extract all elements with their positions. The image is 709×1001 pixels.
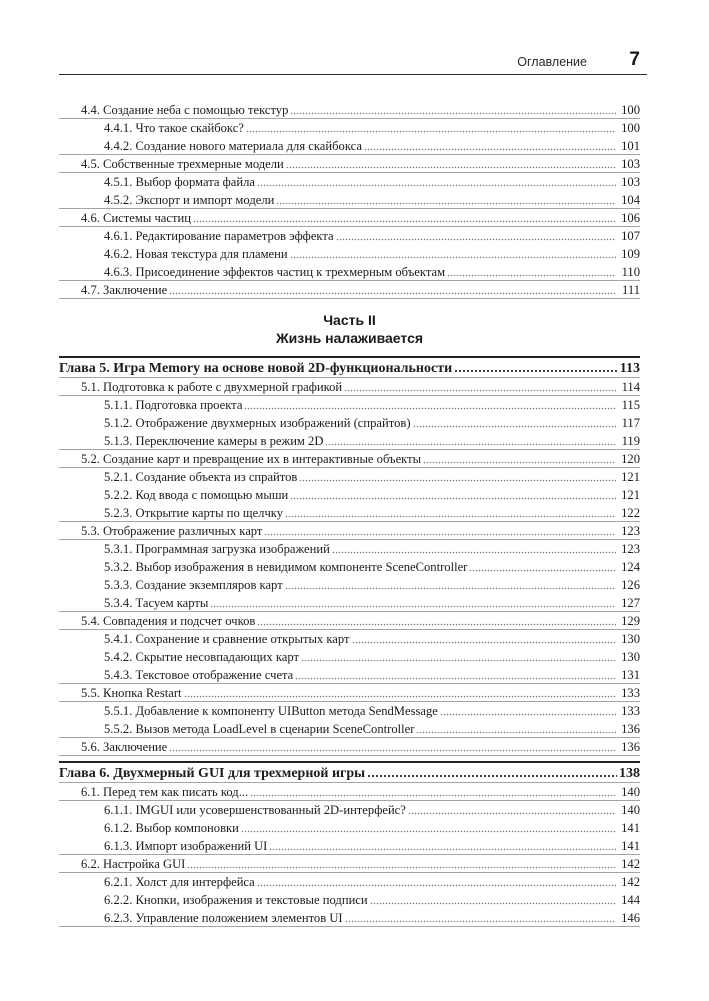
toc-entry-title: 5.4.3. Текстовое отображение счета (104, 668, 294, 682)
dot-leader (241, 827, 616, 833)
toc-entry-page: 144 (621, 893, 640, 907)
toc-section-entry[interactable] (59, 612, 640, 630)
dot-leader (210, 602, 616, 608)
dot-leader (299, 476, 616, 482)
toc-subsection-entry[interactable] (59, 540, 640, 558)
toc-entry-page: 130 (621, 650, 640, 664)
toc-subsection-entry[interactable] (59, 486, 640, 504)
toc-subsection-entry[interactable] (59, 558, 640, 576)
dot-leader (352, 638, 616, 644)
dot-leader (423, 458, 616, 464)
dot-leader (345, 917, 616, 923)
toc-section-entry[interactable] (59, 738, 640, 756)
toc-entry-page: 103 (621, 175, 640, 189)
toc-entry-page: 109 (621, 247, 640, 261)
toc-entry-title: 4.6.3. Присоединение эффектов частиц к трехмерным объектам (104, 265, 446, 279)
toc-entry-title: 5.5.2. Вызов метода LoadLevel в сценарии SceneController (104, 722, 415, 736)
toc-entry-title: 5.3. Отображение различных карт (81, 524, 263, 538)
toc-entry-page: 130 (621, 632, 640, 646)
toc-entry-title: 4.4. Создание неба с помощью текстур (81, 103, 289, 117)
dot-leader (276, 199, 616, 205)
part-label: Часть II (323, 312, 376, 328)
toc-entry-page: 107 (621, 229, 640, 243)
toc-entry-title: 5.2. Создание карт и превращение их в интерактивные объекты (81, 452, 422, 466)
toc-entry-page: 120 (621, 452, 640, 466)
toc-entry-page: 123 (621, 542, 640, 556)
toc-entry-page: 142 (621, 875, 640, 889)
dot-leader (454, 367, 618, 373)
toc-entry-page: 121 (621, 488, 640, 502)
toc-entry-page: 119 (621, 434, 640, 448)
dot-leader (285, 512, 616, 518)
toc-subsection-entry[interactable] (59, 227, 640, 245)
toc-entry-title: 4.7. Заключение (81, 283, 168, 297)
toc-entry-page: 136 (621, 722, 640, 736)
toc-section-entry[interactable] (59, 209, 640, 227)
toc-entry-page: 111 (622, 283, 640, 297)
dot-leader (257, 181, 616, 187)
toc-entry-title: 6.2.2. Кнопки, изображения и текстовые подписи (104, 893, 368, 907)
toc-entry-title: 5.5. Кнопка Restart (81, 686, 182, 700)
toc-subsection-entry[interactable] (59, 720, 640, 738)
toc-entry-title: 5.1.3. Переключение камеры в режим 2D (104, 434, 324, 448)
toc-entry-title: 6.1.3. Импорт изображений UI (104, 839, 268, 853)
toc-entry-page: 142 (621, 857, 640, 871)
toc-entry-page: 115 (621, 398, 640, 412)
toc-entry-page: 121 (621, 470, 640, 484)
toc-section-entry[interactable] (59, 281, 640, 299)
toc-entry-title: 4.4.1. Что такое скайбокс? (104, 121, 244, 135)
chapter5-entries (59, 378, 640, 756)
toc-entry-page: 129 (621, 614, 640, 628)
dot-leader (184, 692, 616, 698)
toc-subsection-entry[interactable] (59, 576, 640, 594)
toc-section-entry[interactable] (59, 450, 640, 468)
toc-entry-page: 122 (621, 506, 640, 520)
toc-entry-page: 110 (621, 265, 640, 279)
chapter-page: 113 (619, 361, 640, 376)
toc-entry-title: 5.1. Подготовка к работе с двухмерной графикой (81, 380, 343, 394)
toc-section-chapter4 (59, 101, 640, 299)
toc-entry-page: 123 (621, 524, 640, 538)
dot-leader (246, 127, 616, 133)
toc-subsection-entry[interactable] (59, 396, 640, 414)
dot-leader (169, 289, 616, 295)
toc-entry-page: 104 (621, 193, 640, 207)
toc-entry-title: 5.4. Совпадения и подсчет очков (81, 614, 256, 628)
toc-entry-page: 100 (621, 103, 640, 117)
dot-leader (370, 899, 616, 905)
chapter-heading-5[interactable] (59, 356, 640, 378)
toc-entry-title: 6.1.2. Выбор компоновки (104, 821, 239, 835)
toc-entry-title: 4.6.2. Новая текстура для пламени (104, 247, 288, 261)
dot-leader (295, 674, 616, 680)
chapter-heading-6[interactable] (59, 761, 640, 783)
toc-chapter6 (59, 761, 640, 927)
toc-entry-title: 4.5. Собственные трехмерные модели (81, 157, 284, 171)
dot-leader (169, 746, 616, 752)
toc-entry-title: 5.3.1. Программная загрузка изображений (104, 542, 330, 556)
running-header-title: Оглавление (517, 55, 587, 69)
toc-chapter5 (59, 356, 640, 756)
dot-leader (416, 728, 616, 734)
toc-entry-page: 106 (621, 211, 640, 225)
toc-entry-page: 126 (621, 578, 640, 592)
dot-leader (413, 422, 616, 428)
toc-entry-page: 140 (621, 785, 640, 799)
toc-subsection-entry[interactable] (59, 630, 640, 648)
toc-subsection-entry[interactable] (59, 191, 640, 209)
toc-subsection-entry[interactable] (59, 468, 640, 486)
toc-entry-page: 141 (621, 839, 640, 853)
toc-section-entry[interactable] (59, 378, 640, 396)
toc-subsection-entry[interactable] (59, 504, 640, 522)
toc-entry-title: 6.2.3. Управление положением элементов UI (104, 911, 343, 925)
toc-subsection-entry[interactable] (59, 648, 640, 666)
toc-entry-title: 5.3.2. Выбор изображения в невидимом компоненте SceneController (104, 560, 468, 574)
part-heading (59, 311, 640, 347)
toc-entry-page: 133 (621, 686, 640, 700)
part-title: Жизнь налаживается (275, 330, 424, 346)
dot-leader (290, 253, 616, 259)
dot-leader (290, 494, 616, 500)
dot-leader (469, 566, 616, 572)
toc-entry-title: 5.2.1. Создание объекта из спрайтов (104, 470, 298, 484)
toc-entry-title: 6.2. Настройка GUI (81, 857, 186, 871)
toc-entry-page: 103 (621, 157, 640, 171)
toc-subsection-entry[interactable] (59, 414, 640, 432)
chapter6-entries (59, 783, 640, 927)
toc-entry-page: 100 (621, 121, 640, 135)
toc-entry-page: 124 (621, 560, 640, 574)
dot-leader (301, 656, 616, 662)
toc-entry-title: 6.2.1. Холст для интерфейса (104, 875, 255, 889)
dot-leader (367, 772, 617, 778)
dot-leader (244, 404, 616, 410)
toc-subsection-entry[interactable] (59, 432, 640, 450)
dot-leader (269, 845, 616, 851)
toc-subsection-entry[interactable] (59, 837, 640, 855)
toc-section-entry[interactable] (59, 522, 640, 540)
toc-entry-title: 6.1.1. IMGUI или усовершенствованный 2D-интерфейс? (104, 803, 406, 817)
toc-entry-page: 146 (621, 911, 640, 925)
dot-leader (325, 440, 616, 446)
toc-subsection-entry[interactable] (59, 873, 640, 891)
dot-leader (264, 530, 616, 536)
toc-entry-page: 101 (621, 139, 640, 153)
toc-subsection-entry[interactable] (59, 263, 640, 281)
page-number: 7 (629, 49, 640, 70)
toc-entry-title: 5.2.2. Код ввода с помощью мыши (104, 488, 289, 502)
toc-entry-page: 140 (621, 803, 640, 817)
toc-subsection-entry[interactable] (59, 173, 640, 191)
dot-leader (440, 710, 616, 716)
dot-leader (408, 809, 616, 815)
toc-subsection-entry[interactable] (59, 819, 640, 837)
toc-entry-page: 141 (621, 821, 640, 835)
dot-leader (250, 791, 616, 797)
toc-entry-title: 4.4.2. Создание нового материала для скайбокса (104, 139, 362, 153)
toc-entry-title: 5.1.1. Подготовка проекта (104, 398, 243, 412)
chapter-title: Глава 5. Игра Memory на основе новой 2D-функциональности (59, 361, 453, 376)
toc-entry-page: 133 (621, 704, 640, 718)
dot-leader (193, 217, 616, 223)
dot-leader (286, 163, 616, 169)
toc-entry-title: 5.6. Заключение (81, 740, 168, 754)
toc-entry-title: 5.3.4. Тасуем карты (104, 596, 209, 610)
toc-subsection-entry[interactable] (59, 801, 640, 819)
dot-leader (187, 863, 616, 869)
toc-entry-title: 4.5.2. Экспорт и импорт модели (104, 193, 275, 207)
toc-section-entry[interactable] (59, 101, 640, 119)
toc-subsection-entry[interactable] (59, 891, 640, 909)
toc-entry-title: 5.1.2. Отображение двухмерных изображений (спрайтов) (104, 416, 411, 430)
toc-subsection-entry[interactable] (59, 119, 640, 137)
toc-subsection-entry[interactable] (59, 245, 640, 263)
dot-leader (290, 109, 616, 115)
toc-entry-title: 4.6.1. Редактирование параметров эффекта (104, 229, 334, 243)
toc-section-entry[interactable] (59, 155, 640, 173)
toc-entry-title: 4.6. Системы частиц (81, 211, 191, 225)
toc-entry-page: 136 (621, 740, 640, 754)
dot-leader (257, 620, 616, 626)
toc-entry-title: 5.4.1. Сохранение и сравнение открытых карт (104, 632, 350, 646)
dot-leader (447, 271, 616, 277)
toc-subsection-entry[interactable] (59, 702, 640, 720)
toc-section-entry[interactable] (59, 855, 640, 873)
chapter-title: Глава 6. Двухмерный GUI для трехмерной игры (59, 766, 366, 781)
dot-leader (336, 235, 616, 241)
toc-entry-page: 131 (621, 668, 640, 682)
toc-entry-page: 127 (621, 596, 640, 610)
chapter-page: 138 (619, 766, 640, 781)
dot-leader (344, 386, 616, 392)
dot-leader (332, 548, 616, 554)
toc-entry-title: 5.3.3. Создание экземпляров карт (104, 578, 283, 592)
toc-subsection-entry[interactable] (59, 666, 640, 684)
dot-leader (257, 881, 616, 887)
toc-section-entry[interactable] (59, 783, 640, 801)
toc-entry-page: 117 (621, 416, 640, 430)
toc-entry-page: 114 (621, 380, 640, 394)
toc-entry-title: 6.1. Перед тем как писать код... (81, 785, 249, 799)
toc-subsection-entry[interactable] (59, 137, 640, 155)
toc-section-entry[interactable] (59, 684, 640, 702)
toc-entry-title: 5.5.1. Добавление к компоненту UIButton метода SendMessage (104, 704, 438, 718)
dot-leader (285, 584, 616, 590)
dot-leader (364, 145, 616, 151)
toc-entry-title: 5.4.2. Скрытие несовпадающих карт (104, 650, 299, 664)
running-header (59, 48, 647, 75)
toc-entry-title: 5.2.3. Открытие карты по щелчку (104, 506, 284, 520)
toc-entry-title: 4.5.1. Выбор формата файла (104, 175, 255, 189)
toc-subsection-entry[interactable] (59, 594, 640, 612)
toc-subsection-entry[interactable] (59, 909, 640, 927)
